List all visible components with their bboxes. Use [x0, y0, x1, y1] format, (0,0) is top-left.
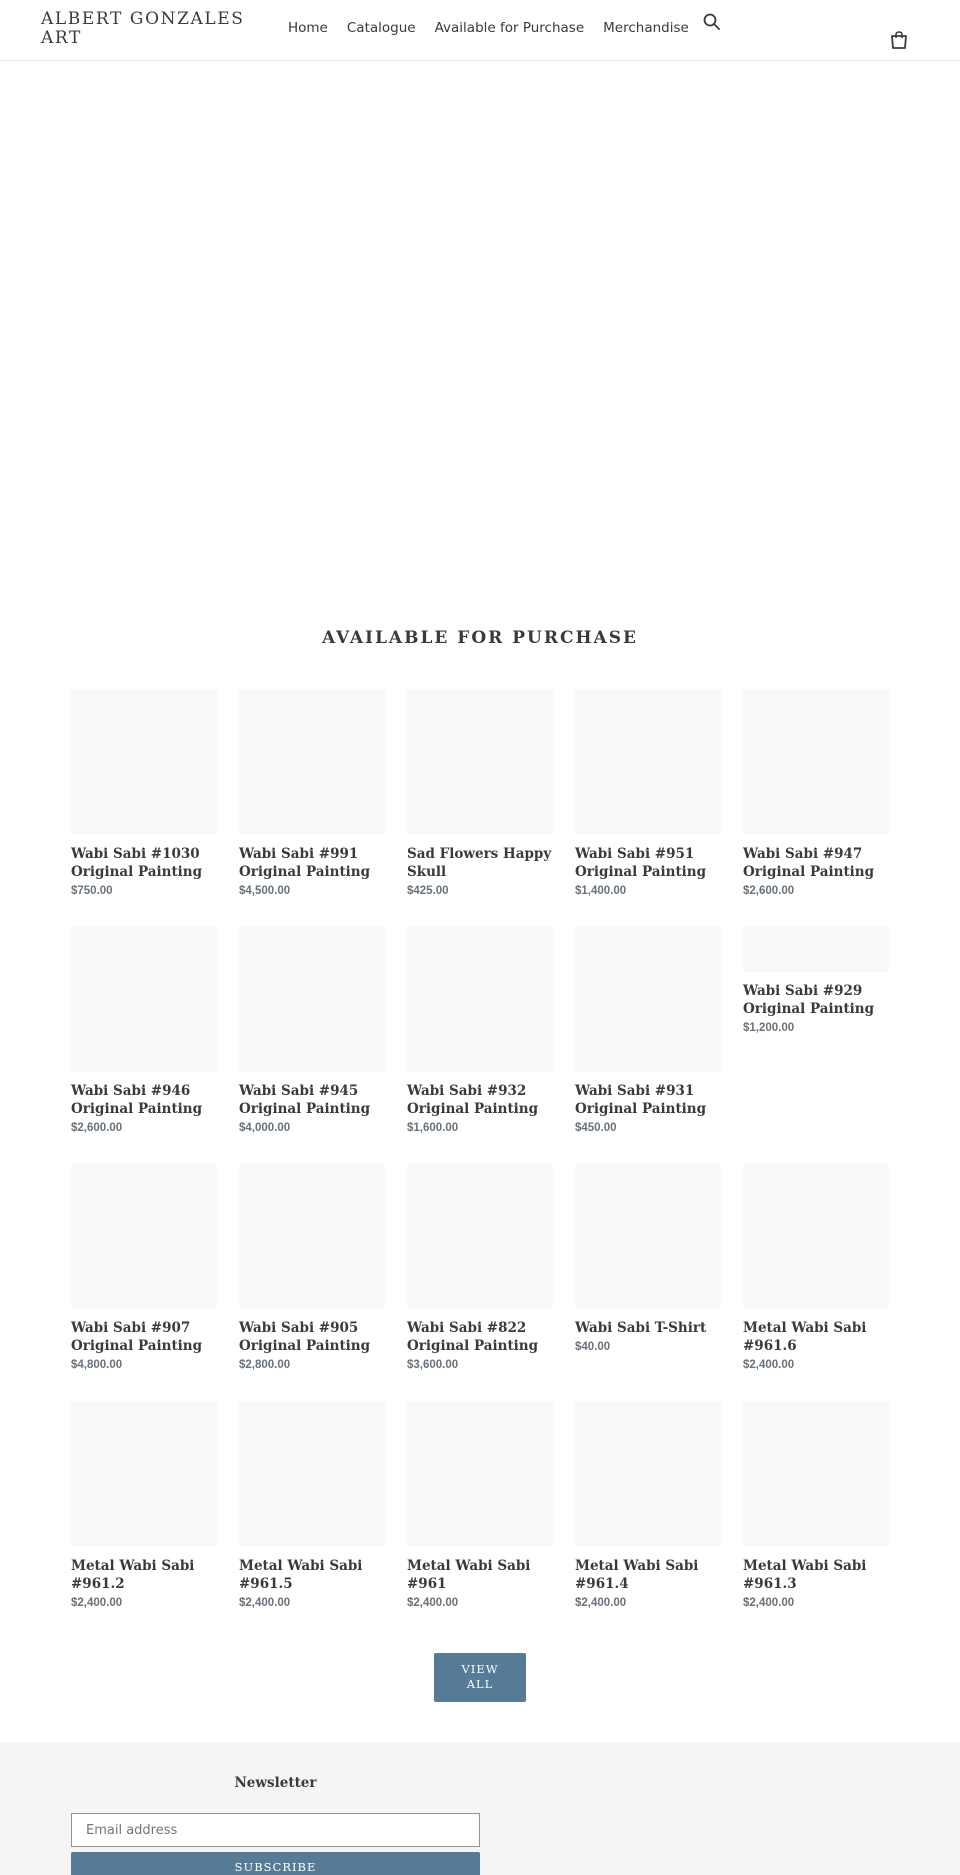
product-price: $1,400.00: [575, 885, 627, 897]
product-title[interactable]: Metal Wabi Sabi #961.6: [743, 1320, 867, 1354]
product-price: $750.00: [71, 885, 113, 897]
site-header: [0, 0, 960, 61]
site-footer: [0, 1742, 960, 1875]
product-price: $2,400.00: [743, 1597, 795, 1609]
product-card[interactable]: [239, 926, 385, 1134]
view-all-button[interactable]: [434, 1653, 526, 1702]
product-title[interactable]: Wabi Sabi #907 Original Painting: [71, 1320, 203, 1354]
main-nav: [288, 20, 689, 36]
product-price: $4,800.00: [71, 1359, 123, 1371]
product-card[interactable]: [743, 1163, 889, 1371]
product-title[interactable]: Metal Wabi Sabi #961: [407, 1558, 531, 1592]
product-title[interactable]: Metal Wabi Sabi #961.3: [743, 1558, 867, 1592]
product-price: $4,500.00: [239, 885, 291, 897]
product-image[interactable]: [239, 1163, 385, 1309]
product-price: $40.00: [575, 1341, 611, 1353]
product-price: $1,200.00: [743, 1022, 795, 1034]
nav-item-available-for-purchase[interactable]: Available for Purchase: [434, 20, 585, 36]
product-card[interactable]: [575, 926, 721, 1134]
product-title[interactable]: Wabi Sabi #822 Original Painting: [407, 1320, 539, 1354]
product-title[interactable]: Wabi Sabi #929 Original Painting: [743, 983, 875, 1017]
product-card[interactable]: [71, 1163, 217, 1371]
product-title[interactable]: Wabi Sabi #931 Original Painting: [575, 1083, 707, 1117]
product-card[interactable]: [575, 1401, 721, 1609]
product-price: $2,400.00: [71, 1597, 123, 1609]
nav-item-catalogue[interactable]: Catalogue: [346, 20, 416, 36]
product-image[interactable]: [575, 689, 721, 835]
product-title[interactable]: Metal Wabi Sabi #961.2: [71, 1558, 195, 1592]
product-image[interactable]: [71, 1163, 217, 1309]
product-title[interactable]: Wabi Sabi #946 Original Painting: [71, 1083, 203, 1117]
product-price: $2,600.00: [71, 1122, 123, 1134]
product-card[interactable]: [239, 1401, 385, 1609]
product-card[interactable]: [743, 1401, 889, 1609]
product-title[interactable]: Sad Flowers Happy Skull: [407, 846, 552, 880]
product-image[interactable]: [575, 1401, 721, 1547]
product-image[interactable]: [239, 926, 385, 1072]
product-image[interactable]: [71, 1401, 217, 1547]
site-logo[interactable]: ALBERT GONZALES ART: [41, 9, 245, 48]
product-title[interactable]: Metal Wabi Sabi #961.4: [575, 1558, 699, 1592]
product-image[interactable]: [743, 1401, 889, 1547]
product-image[interactable]: [575, 926, 721, 1072]
product-title[interactable]: Wabi Sabi #947 Original Painting: [743, 846, 875, 880]
product-image[interactable]: [743, 1163, 889, 1309]
product-price: $2,400.00: [575, 1597, 627, 1609]
email-input[interactable]: [71, 1813, 480, 1847]
product-image[interactable]: [407, 689, 553, 835]
product-card[interactable]: [743, 689, 889, 897]
product-image[interactable]: [239, 689, 385, 835]
product-title[interactable]: Metal Wabi Sabi #961.5: [239, 1558, 363, 1592]
product-title[interactable]: Wabi Sabi #945 Original Painting: [239, 1083, 371, 1117]
product-card[interactable]: [239, 1163, 385, 1371]
product-card[interactable]: [407, 1163, 553, 1371]
product-title[interactable]: Wabi Sabi #991 Original Painting: [239, 846, 371, 880]
product-image[interactable]: [407, 926, 553, 1072]
product-image[interactable]: [743, 926, 889, 972]
product-image[interactable]: [743, 689, 889, 835]
product-price: $2,800.00: [239, 1359, 291, 1371]
product-title[interactable]: Wabi Sabi #932 Original Painting: [407, 1083, 539, 1117]
product-card[interactable]: [407, 1401, 553, 1609]
product-title[interactable]: Wabi Sabi #905 Original Painting: [239, 1320, 371, 1354]
product-price: $2,400.00: [743, 1359, 795, 1371]
product-image[interactable]: [239, 1401, 385, 1547]
nav-item-home[interactable]: Home: [288, 20, 328, 36]
product-price: $3,600.00: [407, 1359, 459, 1371]
cart-icon[interactable]: [889, 30, 909, 50]
nav-item-merchandise[interactable]: Merchandise: [603, 20, 689, 36]
product-card[interactable]: [743, 926, 889, 1034]
product-card[interactable]: [575, 1163, 721, 1353]
search-icon[interactable]: [702, 12, 722, 32]
newsletter-title: Newsletter: [234, 1775, 317, 1791]
view-all-label: VIEW ALL: [461, 1662, 499, 1691]
product-image[interactable]: [407, 1163, 553, 1309]
product-card[interactable]: [239, 689, 385, 897]
product-title[interactable]: Wabi Sabi T-Shirt: [575, 1320, 707, 1336]
product-price: $1,600.00: [407, 1122, 459, 1134]
product-card[interactable]: [71, 926, 217, 1134]
product-title[interactable]: Wabi Sabi #951 Original Painting: [575, 846, 707, 880]
product-image[interactable]: [575, 1163, 721, 1309]
product-card[interactable]: [407, 926, 553, 1134]
product-image[interactable]: [71, 689, 217, 835]
product-price: $2,400.00: [239, 1597, 291, 1609]
product-card[interactable]: [407, 689, 553, 897]
product-price: $4,000.00: [239, 1122, 291, 1134]
product-card[interactable]: [575, 689, 721, 897]
product-card[interactable]: [71, 689, 217, 897]
product-card[interactable]: [71, 1401, 217, 1609]
product-price: $425.00: [407, 885, 449, 897]
section-title: AVAILABLE FOR PURCHASE: [322, 628, 638, 648]
product-price: $2,600.00: [743, 885, 795, 897]
product-image[interactable]: [407, 1401, 553, 1547]
product-price: $450.00: [575, 1122, 617, 1134]
product-price: $2,400.00: [407, 1597, 459, 1609]
product-image[interactable]: [71, 926, 217, 1072]
subscribe-button[interactable]: SUBSCRIBE: [71, 1852, 480, 1875]
product-title[interactable]: Wabi Sabi #1030 Original Painting: [71, 846, 203, 880]
